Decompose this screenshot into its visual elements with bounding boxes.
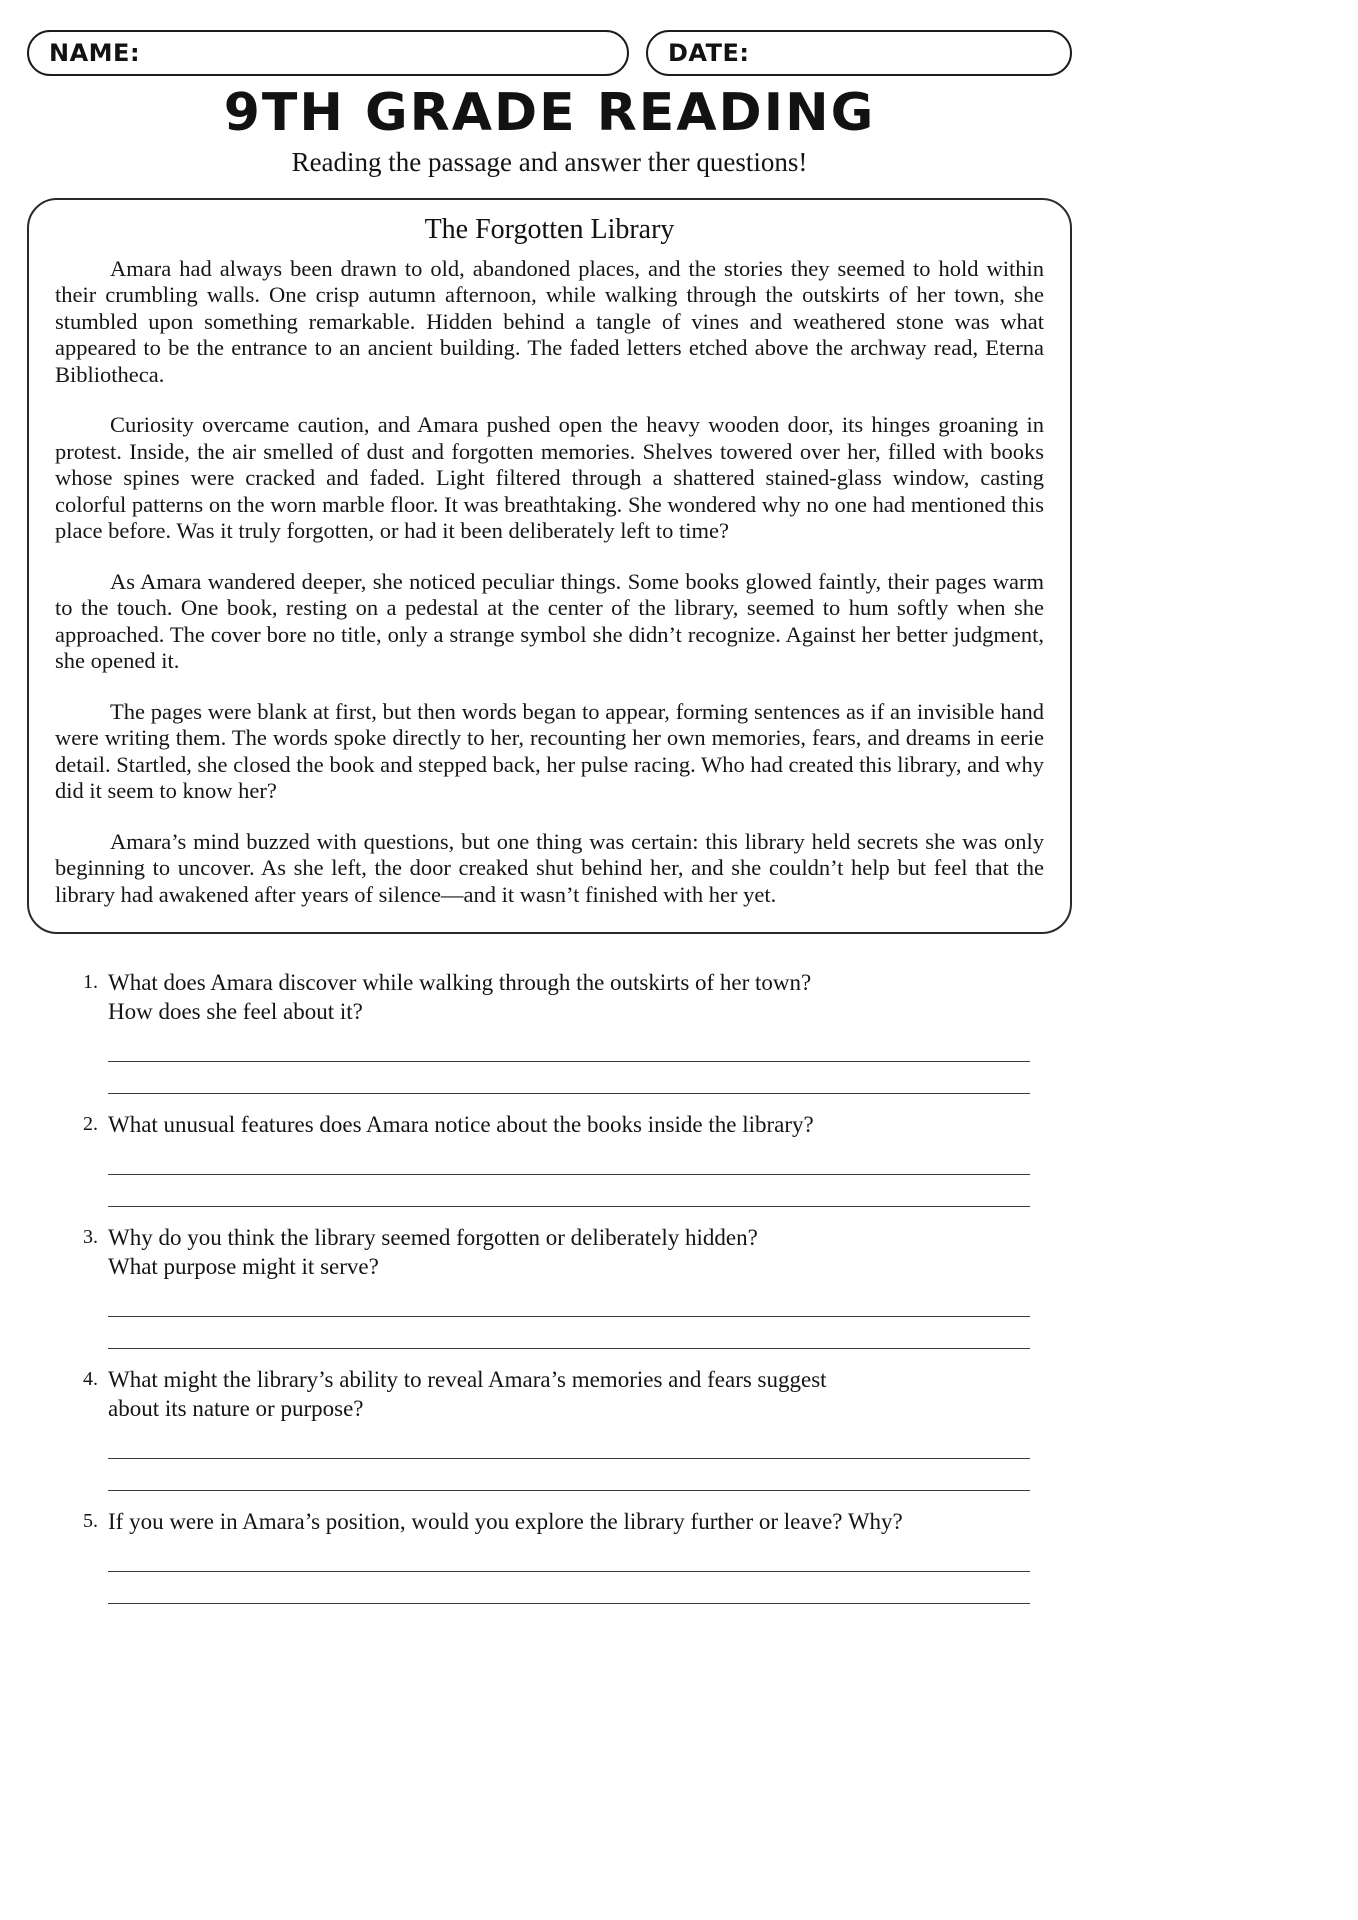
question-2-number: 2. <box>83 1113 98 1136</box>
passage-paragraph-2: Curiosity overcame caution, and Amara pushed open the heavy wooden door, its hinges groaning in protest. Inside, the air smelled of dust and forgotten memories. Shelves towered over her, filled with books whose spines were cracked and faded. Light filtered through a shattered stained-glass window, casting colorful patterns on the worn marble floor. It was breathtaking. She wondered why no one had mentioned this place before. Was it truly forgotten, or had it been deliberately left to time? <box>55 412 1044 544</box>
question-3-line-2: What purpose might it serve? <box>108 1254 379 1280</box>
name-label: NAME: <box>49 39 141 67</box>
question-2-text <box>108 1110 814 1139</box>
question-4-number: 4. <box>83 1368 98 1391</box>
answer-line[interactable] <box>108 1427 1030 1459</box>
question-3-line-1: Why do you think the library seemed forgotten or deliberately hidden? <box>108 1225 758 1251</box>
question-2-answer-area <box>108 1143 1030 1207</box>
question-3-number: 3. <box>83 1226 98 1249</box>
question-3 <box>83 1223 1030 1349</box>
page-subtitle: Reading the passage and answer ther questions! <box>291 146 808 177</box>
question-3-text <box>108 1223 758 1281</box>
answer-line[interactable] <box>108 1143 1030 1175</box>
passage-paragraph-3: As Amara wandered deeper, she noticed peculiar things. Some books glowed faintly, their pages warm to the touch. One book, resting on a pedestal at the center of the library, seemed to hum softly when she approached. The cover bore no title, only a strange symbol she didn’t recognize. Against her better judgment, she opened it. <box>55 568 1044 674</box>
question-5-line-1: If you were in Amara’s position, would you explore the library further or leave? Why? <box>108 1509 903 1535</box>
answer-line[interactable] <box>108 1572 1030 1604</box>
question-2 <box>83 1110 1030 1207</box>
question-5-answer-area <box>108 1540 1030 1604</box>
question-4-line-2: about its nature or purpose? <box>108 1396 364 1422</box>
passage-paragraph-4: The pages were blank at first, but then words began to appear, forming sentences as if an invisible hand were writing them. The words spoke directly to her, recounting her own memories, fears, and dreams in eerie detail. Startled, she closed the book and stepped back, her pulse racing. Who had created this library, and why did it seem to know her? <box>55 698 1044 804</box>
question-3-answer-area <box>108 1285 1030 1349</box>
question-4 <box>83 1365 1030 1491</box>
question-5 <box>83 1507 1030 1604</box>
answer-line[interactable] <box>108 1459 1030 1491</box>
date-field[interactable] <box>646 30 1072 76</box>
question-5-number: 5. <box>83 1510 98 1533</box>
answer-line[interactable] <box>108 1317 1030 1349</box>
questions-section <box>27 968 1030 1604</box>
question-2-line-1: What unusual features does Amara notice about the books inside the library? <box>108 1112 814 1138</box>
answer-line[interactable] <box>108 1062 1030 1094</box>
header-row <box>27 30 1072 76</box>
passage-box <box>27 198 1072 935</box>
page-title: 9TH GRADE READING <box>223 83 876 143</box>
question-1-number: 1. <box>83 971 98 994</box>
passage-paragraph-1: Amara had always been drawn to old, abandoned places, and the stories they seemed to hold within their crumbling walls. One crisp autumn afternoon, while walking through the outskirts of her town, she stumbled upon something remarkable. Hidden behind a tangle of vines and weathered stone was what appeared to be the entrance to an ancient building. The faded letters etched above the archway read, Eterna Bibliotheca. <box>55 255 1044 387</box>
question-3-row <box>83 1223 1030 1281</box>
question-1-line-1: What does Amara discover while walking through the outskirts of her town? <box>108 970 812 996</box>
question-1-row <box>83 968 1030 1026</box>
answer-line[interactable] <box>108 1175 1030 1207</box>
date-label: DATE: <box>668 39 750 67</box>
question-4-row <box>83 1365 1030 1423</box>
question-2-row <box>83 1110 1030 1139</box>
answer-line[interactable] <box>108 1540 1030 1572</box>
question-4-answer-area <box>108 1427 1030 1491</box>
passage-title: The Forgotten Library <box>424 213 675 245</box>
question-1-text <box>108 968 811 1026</box>
question-5-row <box>83 1507 1030 1536</box>
question-1-answer-area <box>108 1030 1030 1094</box>
answer-line[interactable] <box>108 1285 1030 1317</box>
question-5-text <box>108 1507 903 1536</box>
question-1-line-2: How does she feel about it? <box>108 999 363 1025</box>
passage-paragraph-5: Amara’s mind buzzed with questions, but one thing was certain: this library held secrets she was only beginning to uncover. As she left, the door creaked shut behind her, and she couldn’t help but feel that the library had awakened after years of silence—and it wasn’t finished with her yet. <box>55 828 1044 907</box>
question-1 <box>83 968 1030 1094</box>
question-4-line-1: What might the library’s ability to reveal Amara’s memories and fears suggest <box>108 1367 827 1393</box>
question-4-text <box>108 1365 827 1423</box>
answer-line[interactable] <box>108 1030 1030 1062</box>
name-field[interactable] <box>27 30 629 76</box>
